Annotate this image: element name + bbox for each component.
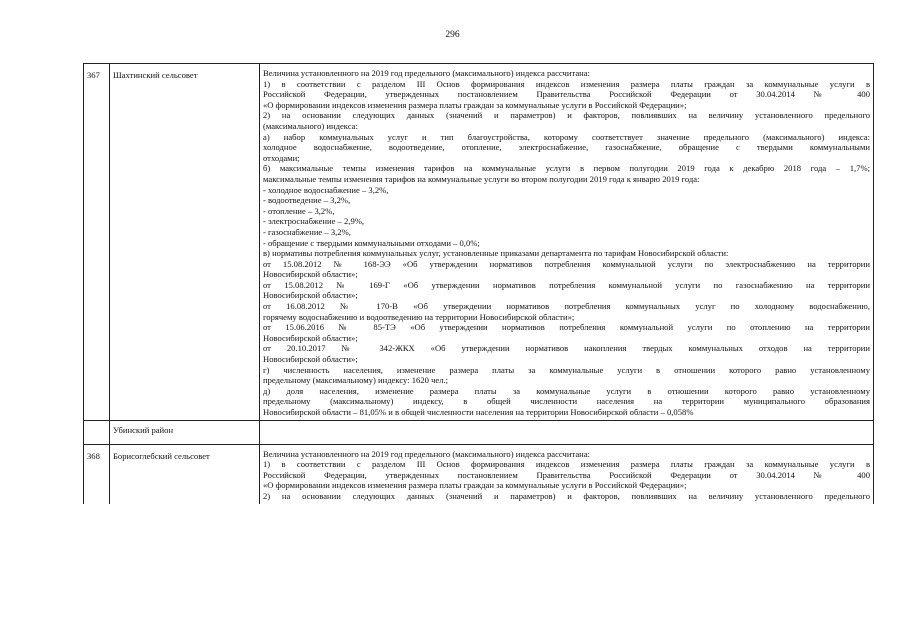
text-line: от 15.08.2012 № 169-Г «Об утверждении нормативов потребления коммунальной услуги по газоснабжению на территории	[263, 279, 870, 290]
table-row	[84, 444, 874, 503]
text-line: «О формировании индексов изменения размера платы граждан за коммунальные услуги в Российской Федерации»;	[263, 480, 687, 491]
text-line: (максимального) индекса:	[263, 120, 358, 131]
text-line: Новосибирской области»;	[263, 290, 358, 301]
text-line: - электроснабжение – 2,9%,	[263, 216, 365, 227]
section-row	[84, 420, 874, 444]
text-line: Новосибирской области – 81,05% и в общей численности населения на территории Новосибирской области – 0,058%	[263, 407, 694, 417]
text-line: «О формировании индексов изменения размера платы граждан за коммунальные услуги в Российской Федерации»;	[263, 99, 687, 110]
text-line: холодное водоснабжение, водоотведение, отопление, электроснабжение, газоснабжение, обращение с твердыми коммунальными	[263, 142, 870, 153]
text-line: в) нормативы потребления коммунальных услуг, установленные приказами департамента по тарифам Новосибирской области:	[263, 248, 729, 259]
row-number: 367	[84, 64, 110, 421]
text-line: Величина установленного на 2019 год предельного (максимального) индекса рассчитана:	[263, 448, 590, 459]
text-line: Новосибирской области»;	[263, 354, 358, 365]
section-text-cell	[260, 420, 874, 444]
section-num-cell	[84, 420, 110, 444]
text-line: - газоснабжение – 3,2%,	[263, 226, 351, 237]
text-line: 2) на основании следующих данных (значений и параметров) и факторов, повлиявших на величину установленного предельного	[263, 110, 870, 121]
text-line: Новосибирской области»;	[263, 332, 358, 343]
text-line: Новосибирской области»;	[263, 269, 358, 280]
municipality-name: Борисоглебский сельсовет	[110, 444, 260, 503]
municipality-name: Шахтинский сельсовет	[110, 64, 260, 421]
text-line: - водоотведение – 3,2%,	[263, 195, 351, 206]
text-line: предельному (максимальному) индексу: 1620 чел.;	[263, 375, 449, 386]
text-line: 1) в соответствии с разделом III Основ формирования индексов изменения размера платы граждан за коммунальные услуги в	[263, 78, 870, 89]
text-line: 2) на основании следующих данных (значений и параметров) и факторов, повлиявших на величину установленного предельного	[263, 490, 870, 501]
row-number: 368	[84, 444, 110, 503]
table-row	[84, 64, 874, 421]
text-line: от 20.10.2017 № 342-ЖКХ «Об утверждении нормативов накопления твердых коммунальных отходов на территории	[263, 343, 870, 354]
text-line: 1) в соответствии с разделом III Основ формирования индексов изменения размера платы граждан за коммунальные услуги в	[263, 459, 870, 470]
text-line: максимальные темпы изменения тарифов на коммунальные услуги во втором полугодии 2019 года к январю 2019 года:	[263, 173, 700, 184]
text-line: - холодное водоснабжение – 3,2%,	[263, 184, 389, 195]
text-line: д) доля населения, изменение размера платы за коммунальные услуги в отношении которого равно установленному	[263, 385, 870, 396]
text-line: горячему водоснабжению и водоотведению на территории Новосибирской области»;	[263, 311, 575, 322]
text-line: - обращение с твердыми коммунальными отходами – 0,0%;	[263, 237, 480, 248]
table-body	[84, 64, 874, 504]
index-description	[260, 444, 874, 503]
text-line: Российской Федерации, утвержденных постановлением Правительства Российской Федерации от 30.04.2014 № 400	[263, 89, 870, 100]
text-line: отходами;	[263, 152, 300, 163]
text-line: Российской Федерации, утвержденных постановлением Правительства Российской Федерации от 30.04.2014 № 400	[263, 469, 870, 480]
index-table	[83, 63, 874, 504]
text-line: предельному (максимальному) индексу, в общей численности населения на территории муниципального образования	[263, 396, 870, 407]
index-description	[260, 64, 874, 421]
section-title: Убинский район	[110, 420, 260, 444]
text-line: от 15.08.2012 № 168-ЭЭ «Об утверждении нормативов потребления коммунальной услуги по электроснабжению на территории	[263, 258, 870, 269]
text-line: от 15.06.2016 № 85-ТЭ «Об утверждении нормативов потребления коммунальной услуги по отоплению на территории	[263, 322, 870, 333]
text-line: Величина установленного на 2019 год предельного (максимального) индекса рассчитана:	[263, 68, 590, 78]
text-line: от 16.08.2012 № 170-В «Об утверждении нормативов потребления коммунальных услуг по холодному водоснабжению,	[263, 301, 870, 312]
text-line: - отопление – 3,2%,	[263, 205, 335, 216]
text-line: а) набор коммунальных услуг и тип благоустройства, которому соответствует значение предельного (максимального) индекса:	[263, 131, 870, 142]
text-line: б) максимальные темпы изменения тарифов на коммунальные услуги в первом полугодии 2019 года к декабрю 2018 года – 1,7%;	[263, 163, 870, 174]
page-number: 296	[445, 30, 460, 40]
text-line: г) численность населения, изменение размера платы за коммунальные услуги в отношении которого равно установленному	[263, 364, 870, 375]
